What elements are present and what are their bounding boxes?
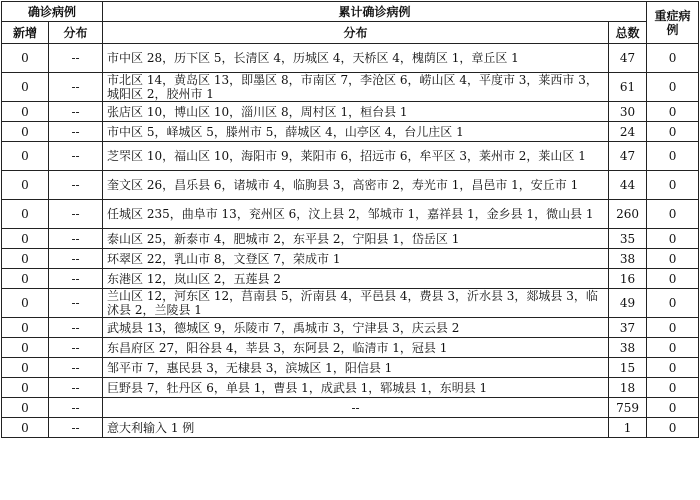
total-cell: 18 xyxy=(609,378,647,398)
table-row xyxy=(2,171,699,200)
dist-cell: -- xyxy=(49,289,103,318)
severe-cell: 0 xyxy=(647,269,699,289)
dist-cell: -- xyxy=(49,398,103,418)
total-cell: 61 xyxy=(609,73,647,102)
table-row xyxy=(2,289,699,318)
dist-cell: -- xyxy=(49,73,103,102)
table-row xyxy=(2,142,699,171)
detail-cell: 邹平市 7，惠民县 3，无棣县 3，滨城区 1，阳信县 1 xyxy=(103,358,609,378)
new-cell: 0 xyxy=(2,102,49,122)
table-row xyxy=(2,229,699,249)
table-row xyxy=(2,269,699,289)
detail-cell: 市北区 14，黄岛区 13，即墨区 8，市南区 7，李沧区 6，崂山区 4，平度市 3，莱西市 3，城阳区 2，胶州市 1 xyxy=(103,73,609,102)
cumulative-header: 累计确诊病例 xyxy=(103,2,647,22)
case-table xyxy=(1,1,699,438)
detail-cell: 芝罘区 10，福山区 10，海阳市 9，莱阳市 6，招远市 6，牟平区 3，莱州市 2，莱山区 1 xyxy=(103,142,609,171)
new-cell: 0 xyxy=(2,289,49,318)
new-cell: 0 xyxy=(2,269,49,289)
total-cell: 38 xyxy=(609,338,647,358)
new-cell: 0 xyxy=(2,318,49,338)
severe-cell: 0 xyxy=(647,200,699,229)
total-cell: 49 xyxy=(609,289,647,318)
dist-cell: -- xyxy=(49,338,103,358)
dist-cell: -- xyxy=(49,44,103,73)
table-row xyxy=(2,358,699,378)
new-cell: 0 xyxy=(2,200,49,229)
total-cell: 47 xyxy=(609,44,647,73)
new-cell: 0 xyxy=(2,338,49,358)
detail-cell: 市中区 28，历下区 5，长清区 4，历城区 4，天桥区 4，槐荫区 1，章丘区 1 xyxy=(103,44,609,73)
new-cell: 0 xyxy=(2,358,49,378)
total-header: 总数 xyxy=(609,22,647,44)
imported-row xyxy=(2,418,699,438)
distribution-header: 分布 xyxy=(49,22,103,44)
total-cell: 1 xyxy=(609,418,647,438)
dist-cell: -- xyxy=(49,122,103,142)
total-cell: 16 xyxy=(609,269,647,289)
severe-cell: 0 xyxy=(647,289,699,318)
dist-cell: -- xyxy=(49,171,103,200)
detail-cell: 任城区 235，曲阜市 13，兖州区 6，汶上县 2，邹城市 1，嘉祥县 1，金乡县 1，微山县 1 xyxy=(103,200,609,229)
severe-header: 重症病例 xyxy=(647,2,699,44)
total-cell: 44 xyxy=(609,171,647,200)
new-cell: 0 xyxy=(2,398,49,418)
severe-cell: 0 xyxy=(647,122,699,142)
total-cell: 35 xyxy=(609,229,647,249)
new-cell: 0 xyxy=(2,378,49,398)
severe-cell: 0 xyxy=(647,338,699,358)
detail-cell: 东港区 12，岚山区 2，五莲县 2 xyxy=(103,269,609,289)
dist-cell: -- xyxy=(49,229,103,249)
table-row xyxy=(2,102,699,122)
total-cell: 759 xyxy=(609,398,647,418)
header-row-2 xyxy=(2,22,699,44)
severe-cell: 0 xyxy=(647,249,699,269)
severe-cell: 0 xyxy=(647,229,699,249)
new-cell: 0 xyxy=(2,171,49,200)
new-cell: 0 xyxy=(2,73,49,102)
dist-cell: -- xyxy=(49,358,103,378)
detail-cell: 张店区 10，博山区 10，淄川区 8，周村区 1，桓台县 1 xyxy=(103,102,609,122)
detail-cell: 意大利输入 1 例 xyxy=(103,418,609,438)
dist-cell: -- xyxy=(49,418,103,438)
severe-cell: 0 xyxy=(647,44,699,73)
table-row xyxy=(2,249,699,269)
detail-cell: 奎文区 26，昌乐县 6，诸城市 4，临朐县 3，高密市 2，寿光市 1，昌邑市 1，安丘市 1 xyxy=(103,171,609,200)
new-cell: 0 xyxy=(2,142,49,171)
dist-cell: -- xyxy=(49,318,103,338)
detail-cell: 市中区 5，峄城区 5，滕州市 5，薛城区 4，山亭区 4，台儿庄区 1 xyxy=(103,122,609,142)
total-cell: 47 xyxy=(609,142,647,171)
detail-cell: 武城县 13，德城区 9，乐陵市 7，禹城市 3，宁津县 3，庆云县 2 xyxy=(103,318,609,338)
new-header: 新增 xyxy=(2,22,49,44)
new-cell: 0 xyxy=(2,44,49,73)
new-cell: 0 xyxy=(2,249,49,269)
new-cell: 0 xyxy=(2,418,49,438)
new-cell: 0 xyxy=(2,229,49,249)
table-row xyxy=(2,122,699,142)
detail-cell: 环翠区 22，乳山市 8，文登区 7，荣成市 1 xyxy=(103,249,609,269)
severe-cell: 0 xyxy=(647,398,699,418)
detail-cell: 东昌府区 27，阳谷县 4，莘县 3，东阿县 2，临清市 1，冠县 1 xyxy=(103,338,609,358)
dist-cell: -- xyxy=(49,269,103,289)
table-row xyxy=(2,318,699,338)
total-cell: 30 xyxy=(609,102,647,122)
dist-cell: -- xyxy=(49,142,103,171)
total-cell: 24 xyxy=(609,122,647,142)
severe-cell: 0 xyxy=(647,418,699,438)
severe-cell: 0 xyxy=(647,142,699,171)
total-row xyxy=(2,398,699,418)
new-cell: 0 xyxy=(2,122,49,142)
severe-cell: 0 xyxy=(647,318,699,338)
table-row xyxy=(2,200,699,229)
detail-cell: 泰山区 25，新泰市 4，肥城市 2，东平县 2，宁阳县 1，岱岳区 1 xyxy=(103,229,609,249)
total-cell: 260 xyxy=(609,200,647,229)
header-row-1 xyxy=(2,2,699,22)
dist-cell: -- xyxy=(49,200,103,229)
table-row xyxy=(2,73,699,102)
severe-cell: 0 xyxy=(647,73,699,102)
table-row xyxy=(2,378,699,398)
table-row xyxy=(2,44,699,73)
severe-cell: 0 xyxy=(647,102,699,122)
severe-cell: 0 xyxy=(647,378,699,398)
confirmed-header: 确诊病例 xyxy=(2,2,103,22)
detail-cell: 兰山区 12，河东区 12，莒南县 5，沂南县 4，平邑县 4，费县 3，沂水县 3，郯城县 3，临沭县 2，兰陵县 1 xyxy=(103,289,609,318)
detail-header: 分布 xyxy=(103,22,609,44)
detail-cell: 巨野县 7，牡丹区 6，单县 1，曹县 1，成武县 1，郓城县 1，东明县 1 xyxy=(103,378,609,398)
total-cell: 15 xyxy=(609,358,647,378)
total-cell: 37 xyxy=(609,318,647,338)
dist-cell: -- xyxy=(49,249,103,269)
dist-cell: -- xyxy=(49,378,103,398)
dist-cell: -- xyxy=(49,102,103,122)
severe-cell: 0 xyxy=(647,358,699,378)
detail-cell: -- xyxy=(103,398,609,418)
table-row xyxy=(2,338,699,358)
total-cell: 38 xyxy=(609,249,647,269)
severe-cell: 0 xyxy=(647,171,699,200)
